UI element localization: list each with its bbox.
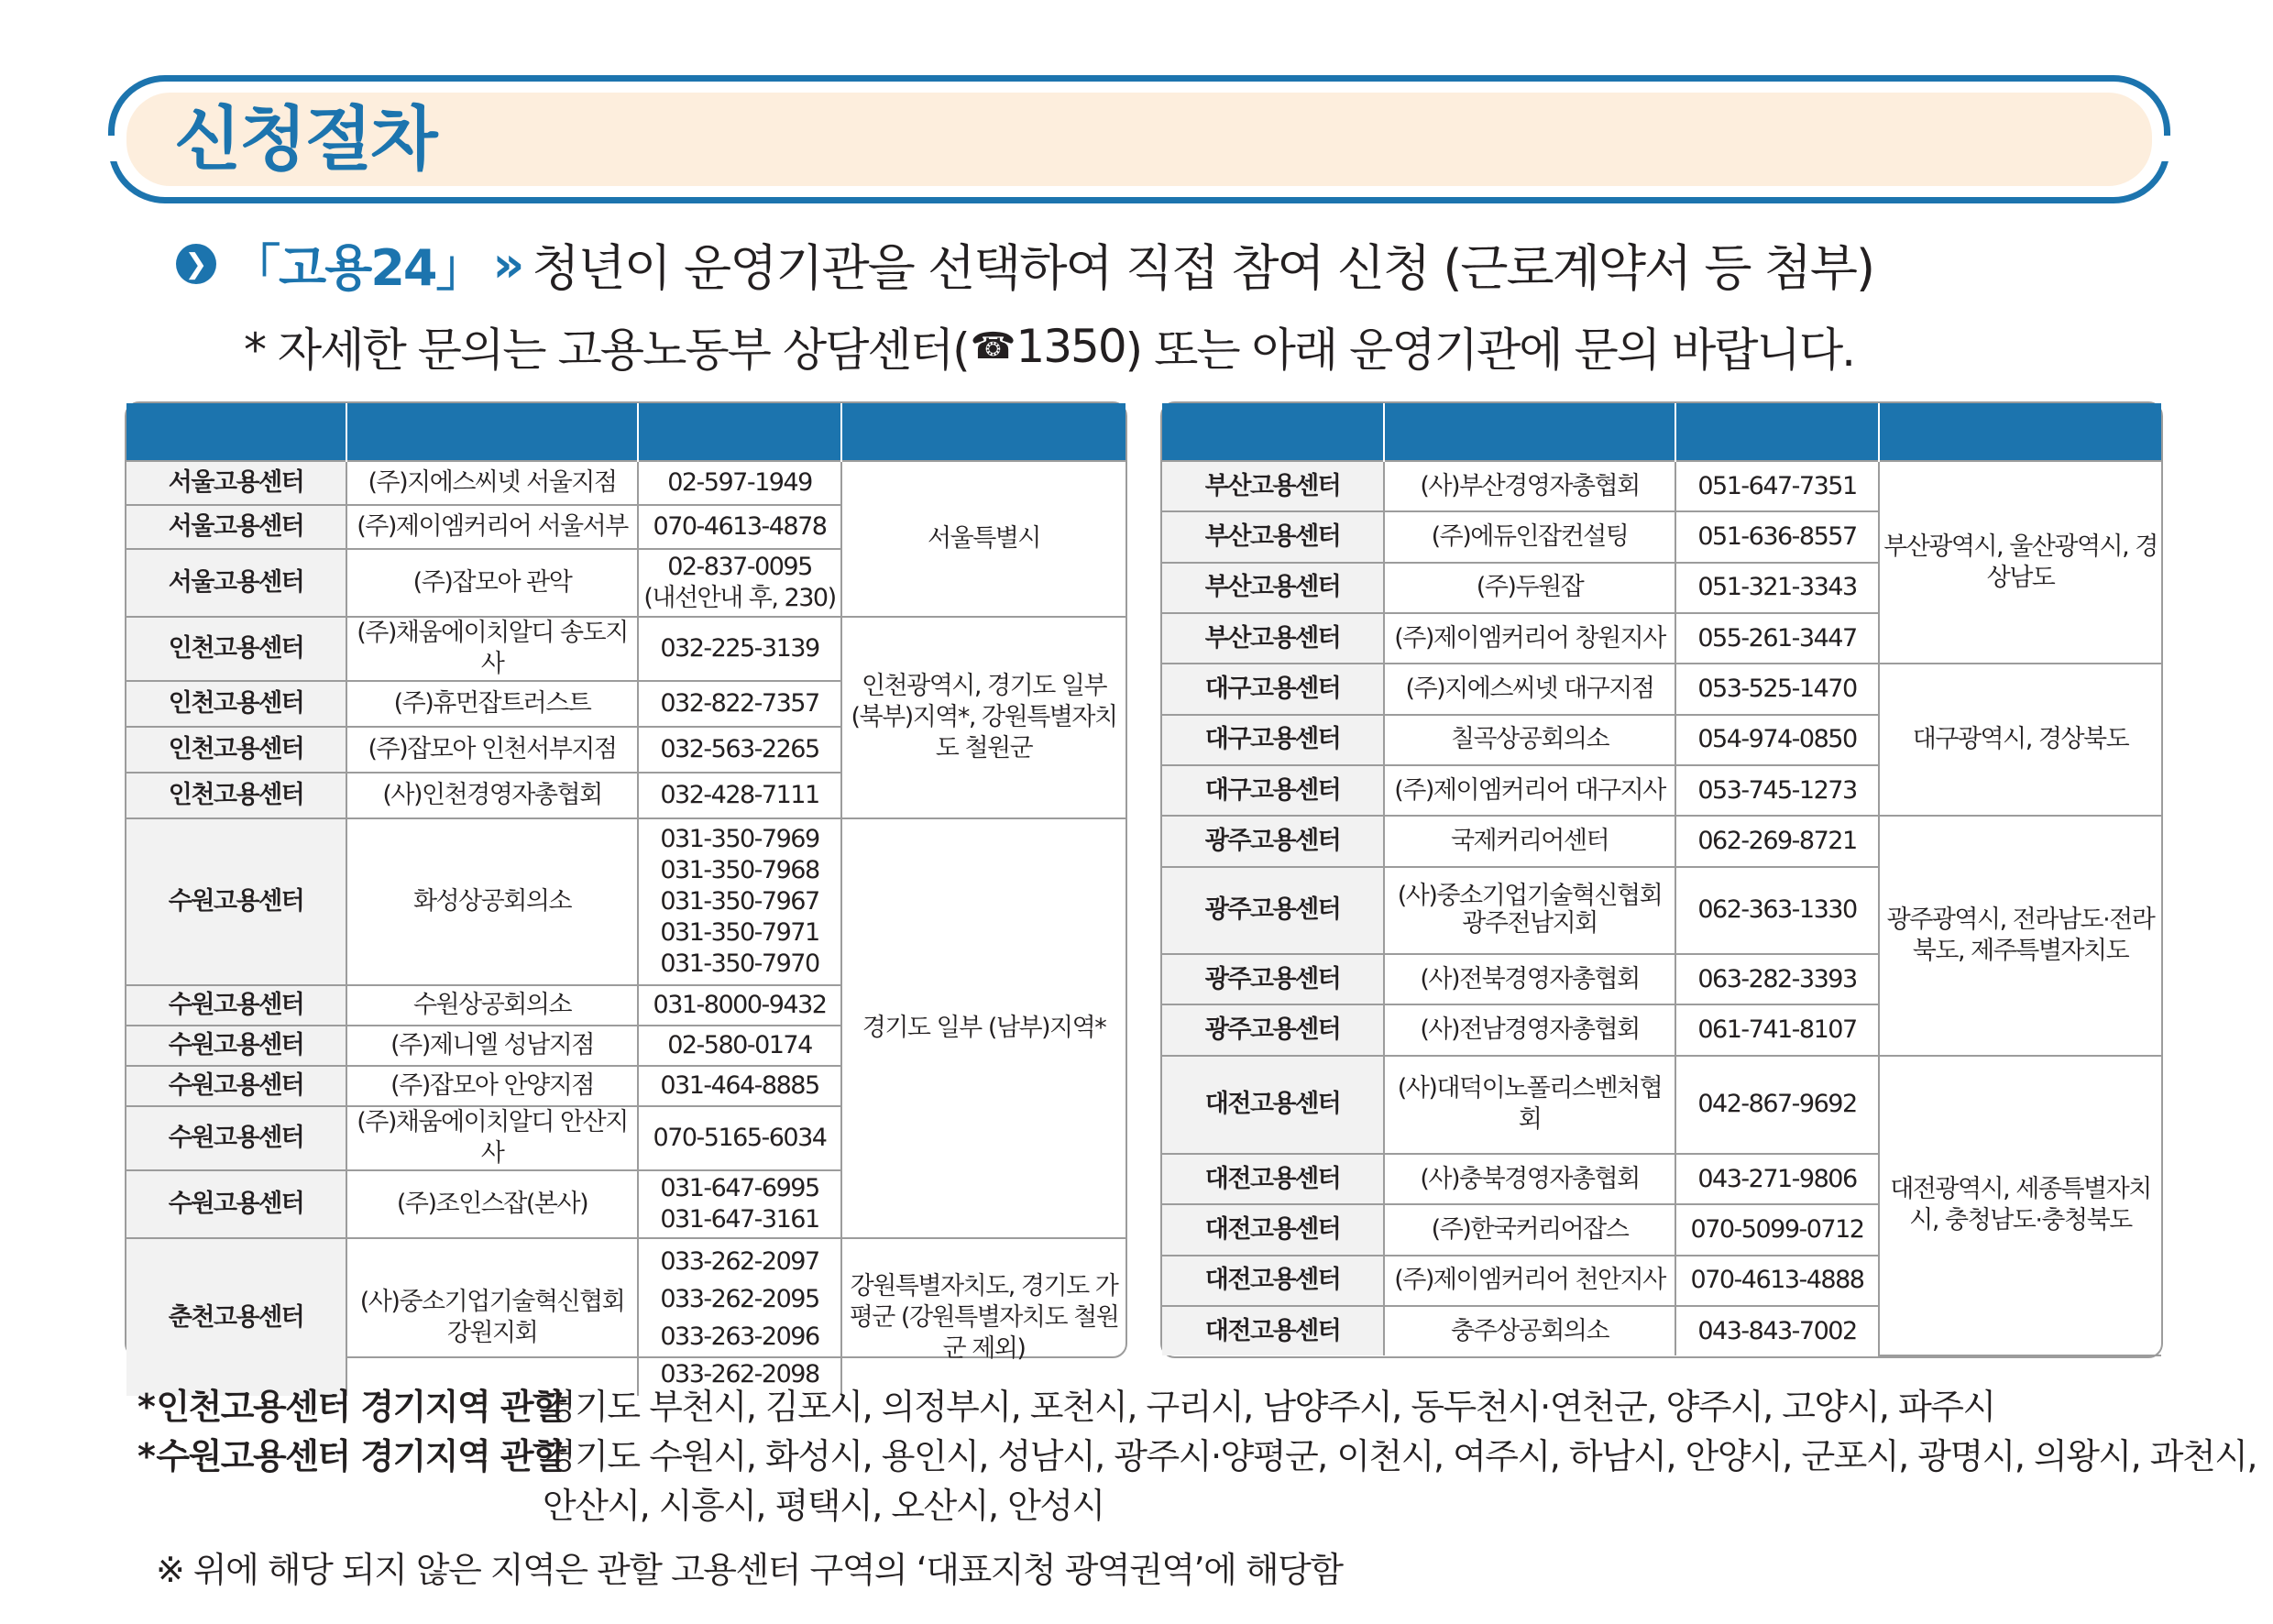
phone-number: 070-5165-6034: [653, 1124, 827, 1152]
phone-number: 032-563-2265: [660, 735, 819, 763]
header-cell: [1675, 403, 1879, 461]
phone-number: 032-822-7357: [660, 689, 819, 718]
phone-icon: ☎: [970, 325, 1015, 368]
header-cell: [346, 403, 638, 461]
phone-cell: [638, 1066, 841, 1106]
center-cell: 대전고용센터: [1162, 1306, 1384, 1355]
left-table: [125, 401, 1127, 1388]
org-cell: (사)대덕이노폴리스벤처협회: [1384, 1056, 1675, 1155]
center-cell: 광주고용센터: [1162, 867, 1384, 954]
phone-cell: [638, 1026, 841, 1066]
table-row: [126, 617, 1126, 681]
note-prefix: * 자세한 문의는 고용노동부 상담센터(: [244, 324, 969, 377]
org-cell: (주)두원잡: [1384, 563, 1675, 613]
org-cell: 충주상공회의소: [1384, 1306, 1675, 1355]
phone-number: 031-350-7970: [660, 949, 819, 978]
header-cell: [126, 403, 346, 461]
phone-cell: [638, 1170, 841, 1238]
org-cell: (주)제이엠커리어 서울서부: [346, 505, 638, 549]
footnote-suwon-continued: 안산시, 시흥시, 평택시, 오산시, 안성시: [543, 1486, 1104, 1526]
banner-frame-gap-left: [101, 136, 125, 161]
center-cell: 광주고용센터: [1162, 816, 1384, 866]
header-cell: [841, 403, 1126, 461]
footnote-star: *: [137, 1436, 155, 1476]
table-row: [126, 818, 1126, 985]
procedure-site: 「고용24」: [231, 238, 484, 297]
center-cell: 인천고용센터: [126, 681, 346, 727]
org-cell: (주)에듀인잡컨설팅: [1384, 511, 1675, 562]
org-cell: (주)한국커리어잡스: [1384, 1204, 1675, 1255]
phone-cell: [638, 727, 841, 773]
center-cell: 대전고용센터: [1162, 1154, 1384, 1204]
org-cell: 국제커리어센터: [1384, 816, 1675, 866]
phone-cell: [638, 1106, 841, 1170]
org-cell: (주)제이엠커리어 대구지사: [1384, 765, 1675, 816]
procedure-text: 청년이 운영기관을 선택하여 직접 참여 신청 (근로계약서 등 첨부): [532, 238, 1874, 297]
center-cell: 대전고용센터: [1162, 1256, 1384, 1306]
phone-cell: [638, 773, 841, 818]
org-cell: (사)중소기업기술혁신협회 광주전남지회: [1384, 867, 1675, 954]
center-cell: 수원고용센터: [126, 1026, 346, 1066]
right-table: [1160, 401, 2163, 1358]
center-cell: 인천고용센터: [126, 617, 346, 681]
phone-cell: 062-363-1330: [1675, 867, 1879, 954]
phone-cell: 042-867-9692: [1675, 1056, 1879, 1155]
footnote-label: 수원고용센터 경기지역 관할: [156, 1436, 566, 1476]
center-cell: 대전고용센터: [1162, 1056, 1384, 1155]
phone-cell: 054-974-0850: [1675, 715, 1879, 765]
org-cell: (사)충북경영자총협회: [1384, 1154, 1675, 1204]
phone-number: 031-350-7968: [660, 856, 819, 884]
header-cell: [1879, 403, 2161, 461]
table-row: [1162, 1056, 2161, 1155]
phone-cell: [638, 985, 841, 1026]
org-cell: (사)전남경영자총협회: [1384, 1004, 1675, 1055]
contact-note: [244, 317, 1854, 376]
header-cell: [1384, 403, 1675, 461]
phone-number: 033-262-2097: [660, 1246, 819, 1276]
phone-cell: 051-636-8557: [1675, 511, 1879, 562]
center-cell: 대구고용센터: [1162, 765, 1384, 816]
phone-number: 031-8000-9432: [653, 991, 827, 1019]
center-cell: 부산고용센터: [1162, 461, 1384, 511]
double-chevron-icon: »: [492, 235, 520, 293]
phone-cell: 062-269-8721: [1675, 816, 1879, 866]
phone-number: 031-464-8885: [660, 1071, 819, 1100]
phone-number: 02-837-0095: [667, 553, 812, 581]
region-cell: 부산광역시, 울산광역시, 경상남도: [1879, 461, 2161, 664]
org-cell: 칠곡상공회의소: [1384, 715, 1675, 765]
procedure-line: [176, 231, 1873, 297]
phone-number: 031-350-7971: [660, 918, 819, 947]
table-row: [126, 461, 1126, 505]
footnote-suwon: [137, 1432, 2257, 1481]
phone-cell: 043-271-9806: [1675, 1154, 1879, 1204]
phone-cell: 063-282-3393: [1675, 954, 1879, 1004]
center-cell: 수원고용센터: [126, 985, 346, 1026]
phone-cell: [638, 549, 841, 617]
phone-cell: 053-745-1273: [1675, 765, 1879, 816]
footnote-star: *: [137, 1387, 155, 1427]
footnote-label: 인천고용센터 경기지역 관할: [156, 1387, 566, 1427]
phone-cell: 061-741-8107: [1675, 1004, 1879, 1055]
footnote-text: 경기도 수원시, 화성시, 용인시, 성남시, 광주시·양평군, 이천시, 여주시, 하남시, 안양시, 군포시, 광명시, 의왕시, 과천시,: [543, 1436, 2257, 1476]
note-suffix: ) 또는 아래 운영기관에 문의 바랍니다.: [1125, 324, 1855, 377]
phone-number: 031-647-3161: [660, 1205, 819, 1234]
center-cell: 서울고용센터: [126, 505, 346, 549]
center-cell: 부산고용센터: [1162, 511, 1384, 562]
table-row: [1162, 461, 2161, 511]
phone-number: 033-263-2096: [660, 1322, 819, 1351]
org-cell: (주)제이엠커리어 천안지사: [1384, 1256, 1675, 1306]
center-cell: 대구고용센터: [1162, 664, 1384, 714]
phone-number: 032-428-7111: [660, 781, 819, 809]
footnote-text: 경기도 부천시, 김포시, 의정부시, 포천시, 구리시, 남양주시, 동두천시·연천군, 양주시, 고양시, 파주시: [543, 1387, 1995, 1427]
page-title: 신청절차: [174, 98, 436, 180]
phone-cell: [638, 461, 841, 505]
phone-number: 070-4613-4878: [653, 512, 827, 541]
center-cell: 수원고용센터: [126, 1106, 346, 1170]
phone-cell: [638, 1238, 841, 1396]
org-cell: (사)중소기업기술혁신협회 강원지회: [346, 1238, 638, 1396]
center-cell: 인천고용센터: [126, 773, 346, 818]
phone-cell: 051-647-7351: [1675, 461, 1879, 511]
center-cell: 광주고용센터: [1162, 1004, 1384, 1055]
center-cell: 서울고용센터: [126, 461, 346, 505]
center-cell: 수원고용센터: [126, 1066, 346, 1106]
phone-cell: 053-525-1470: [1675, 664, 1879, 714]
chevron-right-icon: ❯: [176, 244, 216, 284]
phone-cell: [638, 617, 841, 681]
region-cell: 경기도 일부 (남부)지역*: [841, 818, 1126, 1238]
region-cell: 강원특별자치도, 경기도 가평군 (강원특별자치도 철원군 제외): [841, 1238, 1126, 1396]
footnote-incheon: [137, 1382, 1995, 1432]
table-row: [1162, 816, 2161, 866]
region-cell: 인천광역시, 경기도 일부 (북부)지역*, 강원특별자치도 철원군: [841, 617, 1126, 818]
org-cell: (주)잡모아 관악: [346, 549, 638, 617]
phone-number: 02-597-1949: [667, 468, 812, 497]
phone-cell: 055-261-3447: [1675, 613, 1879, 664]
center-cell: 춘천고용센터: [126, 1238, 346, 1396]
note-phone: 1350: [1016, 320, 1126, 373]
org-cell: (주)조인스잡(본사): [346, 1170, 638, 1238]
org-cell: 화성상공회의소: [346, 818, 638, 985]
org-cell: (사)전북경영자총협회: [1384, 954, 1675, 1004]
phone-extension: (내선안내 후, 230): [643, 584, 836, 612]
center-cell: 서울고용센터: [126, 549, 346, 617]
center-cell: 부산고용센터: [1162, 613, 1384, 664]
org-cell: (주)지에스씨넷 대구지점: [1384, 664, 1675, 714]
center-cell: 부산고용센터: [1162, 563, 1384, 613]
phone-cell: 070-4613-4888: [1675, 1256, 1879, 1306]
org-cell: (사)인천경영자총협회: [346, 773, 638, 818]
org-cell: (주)잡모아 인천서부지점: [346, 727, 638, 773]
phone-cell: 070-5099-0712: [1675, 1204, 1879, 1255]
region-cell: 대전광역시, 세종특별자치시, 충청남도·충청북도: [1879, 1056, 2161, 1355]
table-row: [1162, 664, 2161, 714]
footnote-remark: ※ 위에 해당 되지 않은 지역은 관할 고용센터 구역의 ‘대표지청 광역권역’에 해당함: [156, 1550, 1343, 1590]
center-cell: 대전고용센터: [1162, 1204, 1384, 1255]
phone-number: 031-350-7969: [660, 825, 819, 853]
phone-number: 033-262-2095: [660, 1284, 819, 1313]
header-cell: [638, 403, 841, 461]
phone-number: 032-225-3139: [660, 634, 819, 663]
region-cell: 대구광역시, 경상북도: [1879, 664, 2161, 816]
center-cell: 대구고용센터: [1162, 715, 1384, 765]
phone-number: 033-262-2098: [660, 1359, 819, 1388]
region-cell: 서울특별시: [841, 461, 1126, 617]
phone-cell: 051-321-3343: [1675, 563, 1879, 613]
center-cell: 인천고용센터: [126, 727, 346, 773]
phone-number: 031-647-6995: [660, 1174, 819, 1202]
table-row: [126, 1238, 1126, 1396]
center-cell: 광주고용센터: [1162, 954, 1384, 1004]
banner-frame-gap-right: [2161, 136, 2185, 161]
org-cell: 수원상공회의소: [346, 985, 638, 1026]
org-cell: (주)제니엘 성남지점: [346, 1026, 638, 1066]
header-cell: [1162, 403, 1384, 461]
phone-cell: [638, 505, 841, 549]
phone-number: 02-580-0174: [667, 1031, 812, 1059]
org-cell: (주)휴먼잡트러스트: [346, 681, 638, 727]
org-cell: (주)잡모아 안양지점: [346, 1066, 638, 1106]
org-cell: (주)채움에이치알디 안산지사: [346, 1106, 638, 1170]
org-cell: (사)부산경영자총협회: [1384, 461, 1675, 511]
center-cell: 수원고용센터: [126, 818, 346, 985]
phone-number: 031-350-7967: [660, 887, 819, 916]
org-cell: (주)지에스씨넷 서울지점: [346, 461, 638, 505]
phone-cell: 043-843-7002: [1675, 1306, 1879, 1355]
phone-cell: [638, 818, 841, 985]
region-cell: 광주광역시, 전라남도·전라북도, 제주특별자치도: [1879, 816, 2161, 1055]
phone-cell: [638, 681, 841, 727]
org-cell: (주)채움에이치알디 송도지사: [346, 617, 638, 681]
center-cell: 수원고용센터: [126, 1170, 346, 1238]
org-cell: (주)제이엠커리어 창원지사: [1384, 613, 1675, 664]
